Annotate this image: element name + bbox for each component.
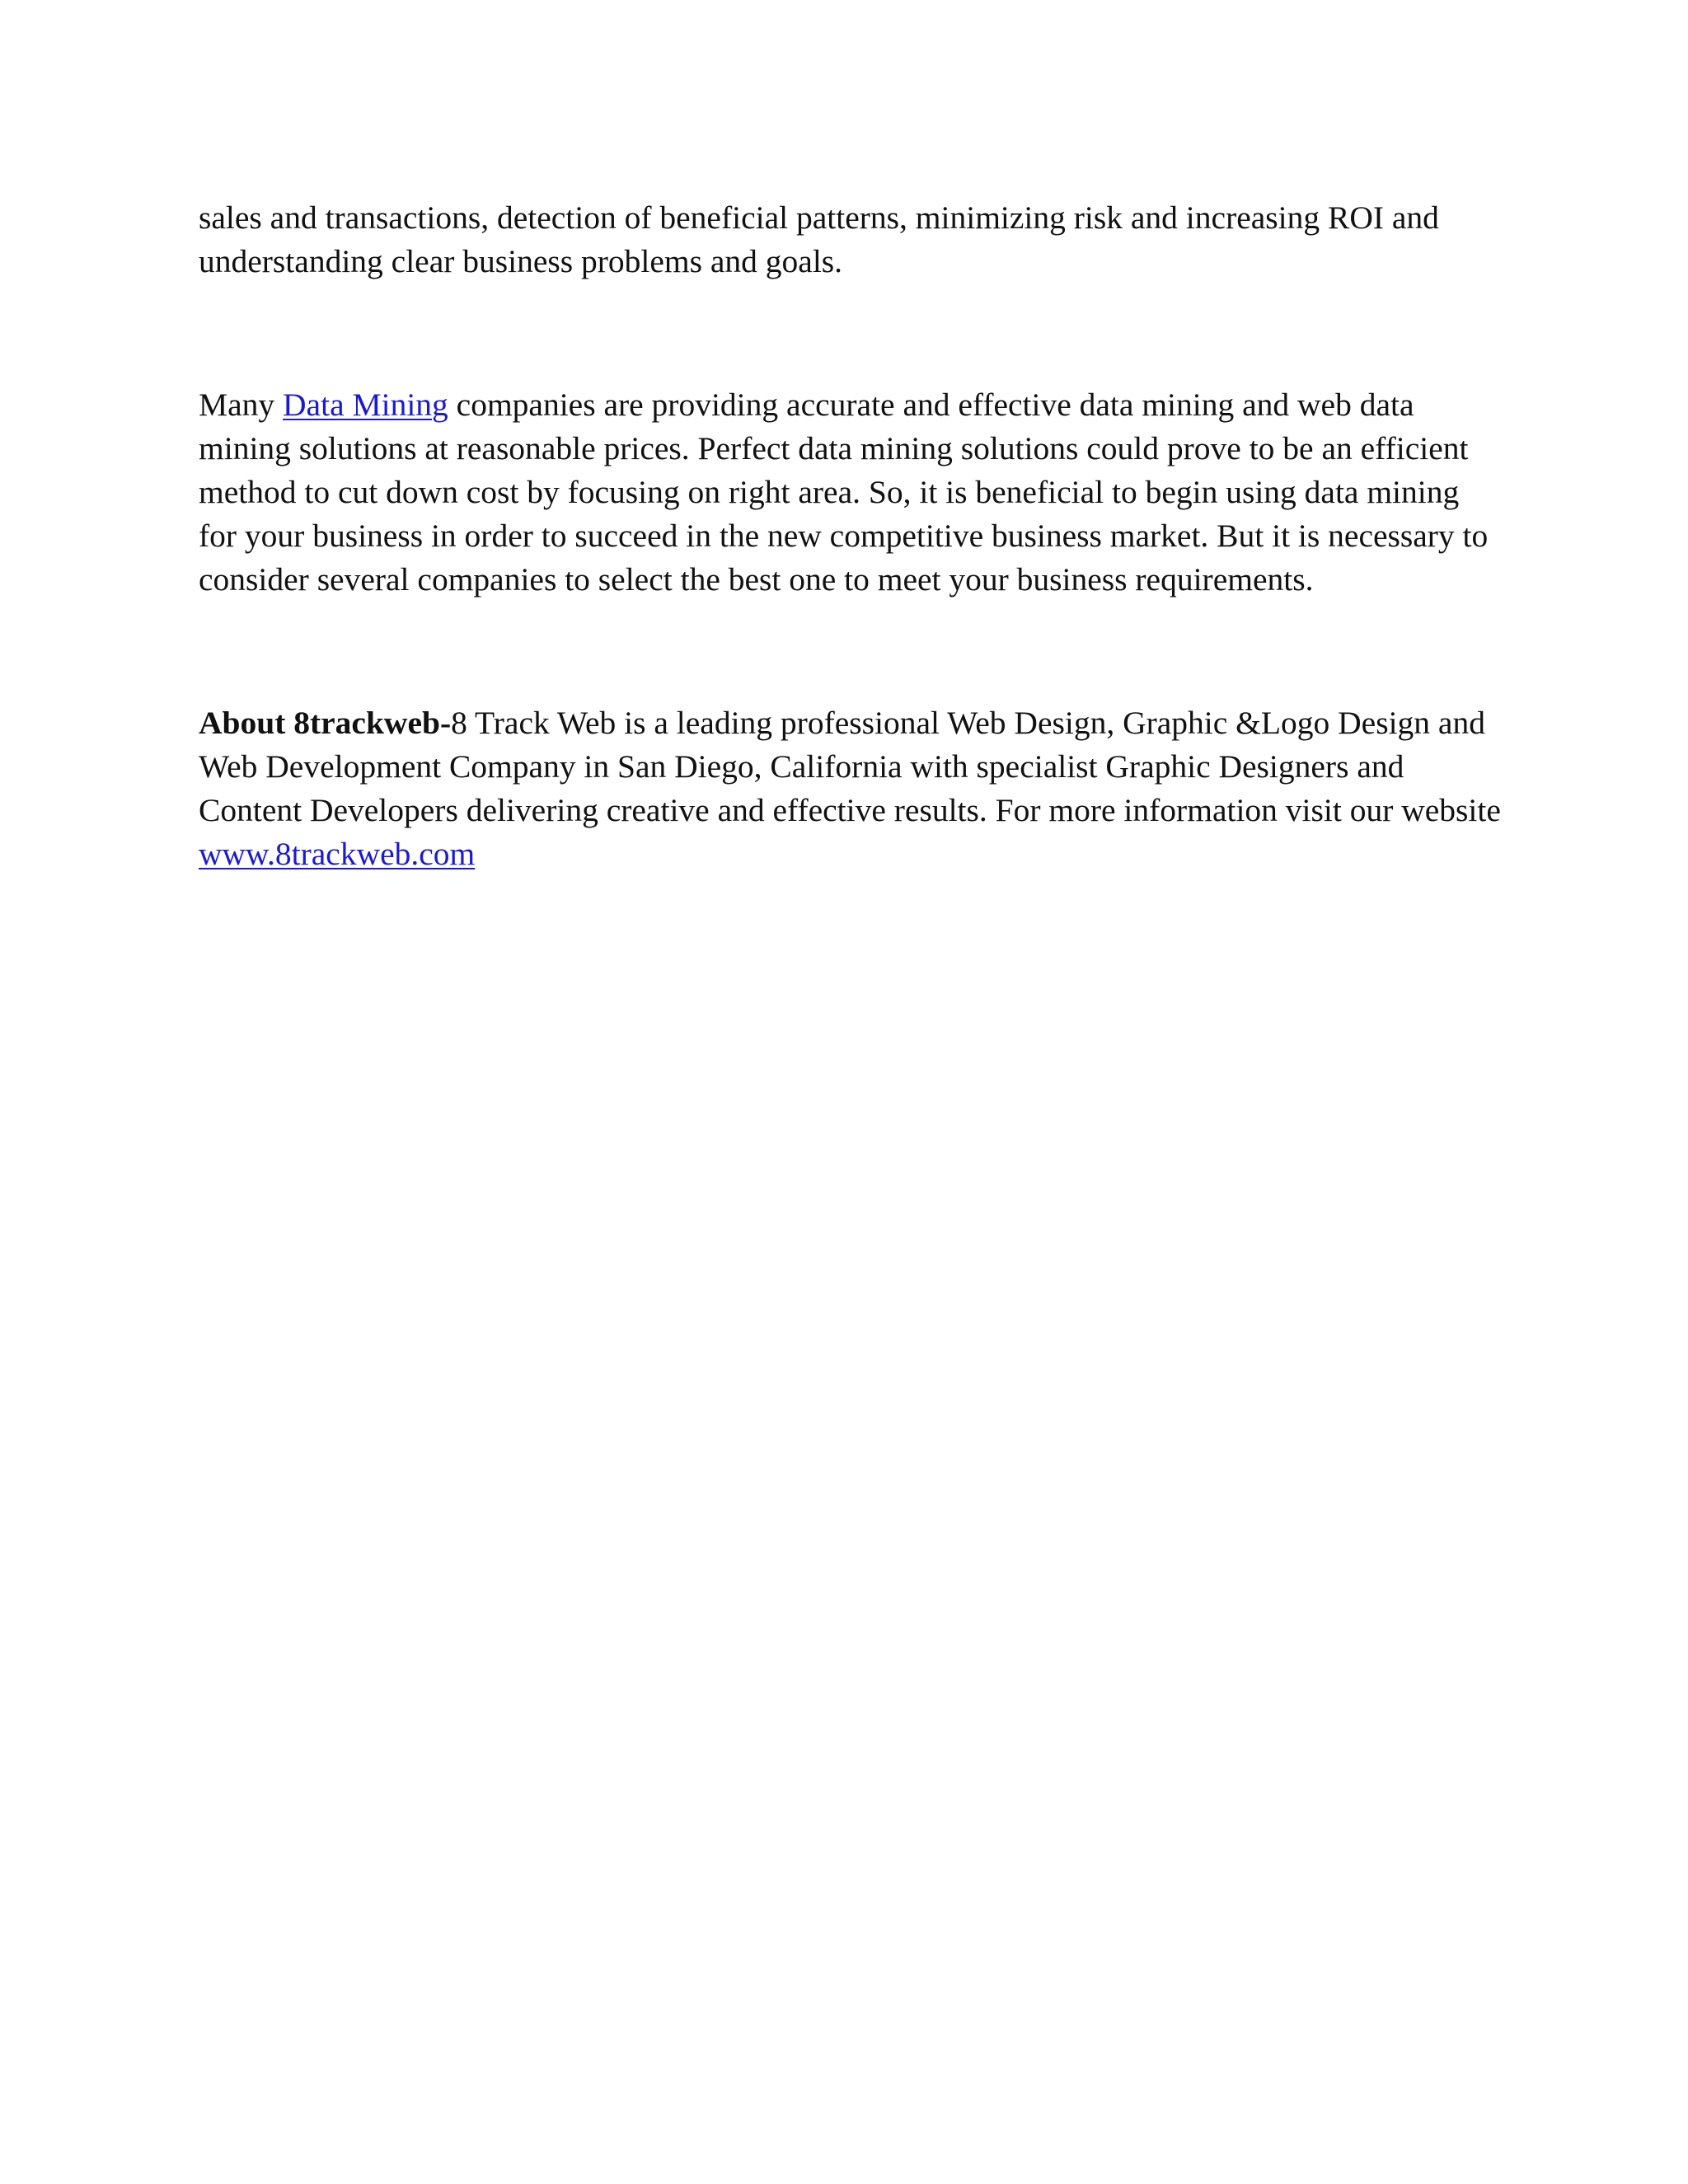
paragraph-1-text: sales and transactions, detection of beneficial patterns, minimizing risk and increasing ROI and understanding clear business problems and goals. bbox=[199, 199, 1439, 279]
website-link[interactable]: www.8trackweb.com bbox=[199, 836, 476, 872]
paragraph-data-mining-companies bbox=[199, 383, 1501, 602]
paragraph-2-rest: companies are providing accurate and effective data mining and web data mining solutions at reasonable prices. Perfect data mining solutions could prove to be an efficient method to cut down cost by focusing on right area. So, it is beneficial to begin using data mining for your business in order to succeed in the new competitive business market. But it is necessary to consider several companies to select the best one to meet your business requirements. bbox=[199, 387, 1489, 598]
about-heading: About 8trackweb- bbox=[199, 705, 452, 741]
paragraph-about-8trackweb bbox=[199, 701, 1501, 876]
paragraph-sales-transactions bbox=[199, 196, 1501, 284]
paragraph-3-rest: 8 Track Web is a leading professional Web Design, Graphic &Logo Design and Web Development Company in San Diego, California with specialist Graphic Designers and Content Developers delivering creative and effective results. For more information visit our website bbox=[199, 705, 1501, 828]
data-mining-link[interactable]: Data Mining bbox=[283, 387, 448, 423]
document-body bbox=[199, 196, 1501, 876]
paragraph-2-lead: Many bbox=[199, 387, 284, 423]
